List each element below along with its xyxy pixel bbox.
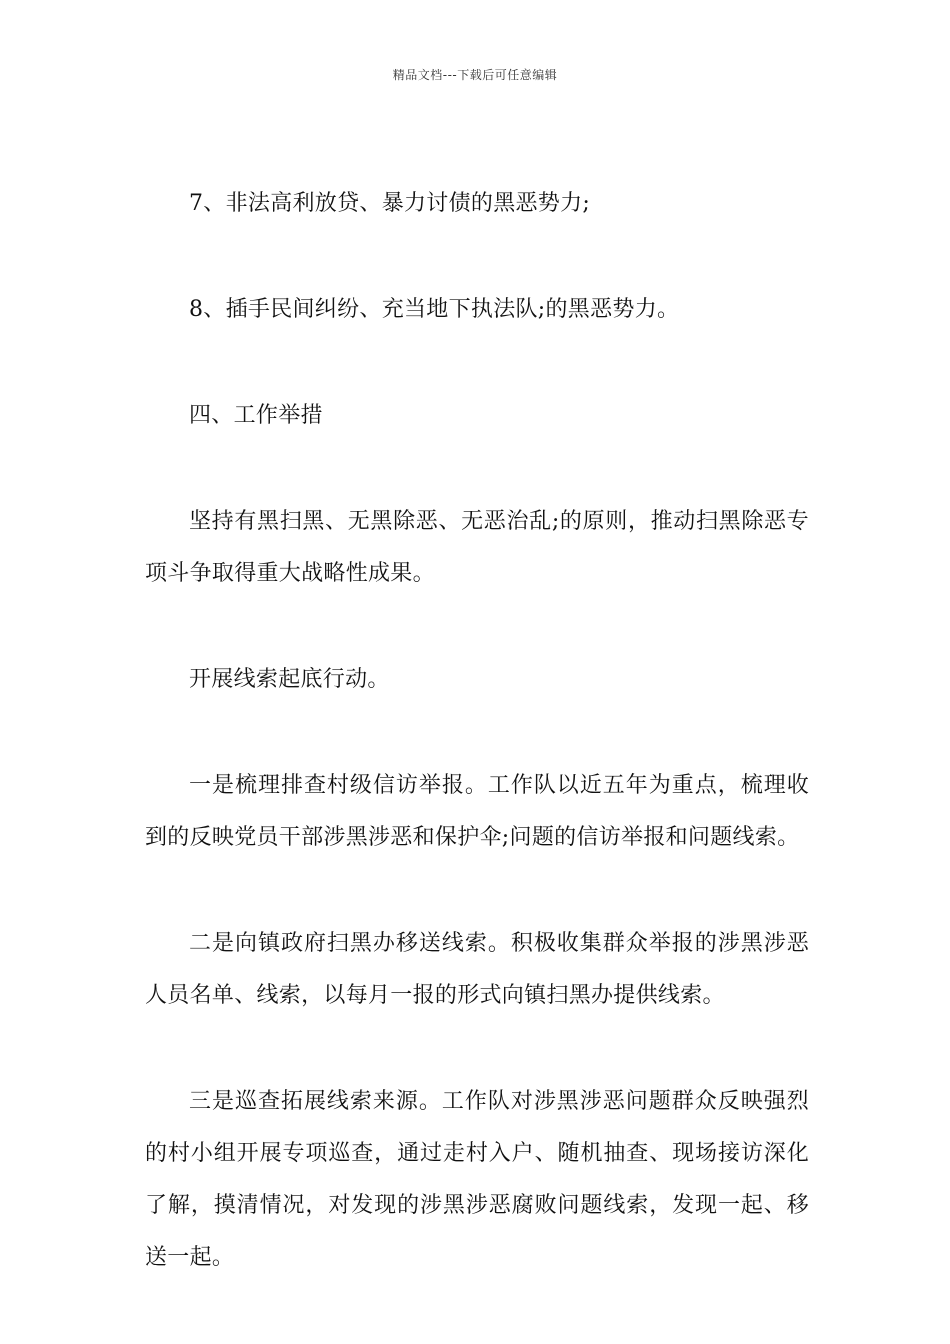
section-heading-work-measures: 四、工作举措 xyxy=(189,403,323,428)
paragraph-item-8: 8、插手民间纠纷、充当地下执法队;的黑恶势力。 xyxy=(189,297,680,322)
paragraph-item-7: 7、非法高利放贷、暴力讨债的黑恶势力; xyxy=(189,191,591,216)
paragraph-second-measure: 二是向镇政府扫黑办移送线索。积极收集群众举报的涉黑涉恶人员名单、线索，以每月一报的形式向镇扫黑办提供线索。 xyxy=(145,931,809,1008)
page-header: 精品文档---下载后可任意编辑 xyxy=(392,68,558,82)
paragraph-principle: 坚持有黑扫黑、无黑除恶、无恶治乱;的原则，推动扫黑除恶专项斗争取得重大战略性成果。 xyxy=(145,509,809,586)
paragraph-first-measure: 一是梳理排查村级信访举报。工作队以近五年为重点，梳理收到的反映党员干部涉黑涉恶和保护伞;问题的信访举报和问题线索。 xyxy=(145,773,809,850)
document-body xyxy=(145,178,809,1338)
paragraph-third-measure: 三是巡查拓展线索来源。工作队对涉黑涉恶问题群众反映强烈的村小组开展专项巡查，通过走村入户、随机抽查、现场接访深化了解，摸清情况，对发现的涉黑涉恶腐败问题线索，发现一起、移送一起。 xyxy=(145,1089,809,1270)
paragraph-clue-action: 开展线索起底行动。 xyxy=(189,667,390,692)
